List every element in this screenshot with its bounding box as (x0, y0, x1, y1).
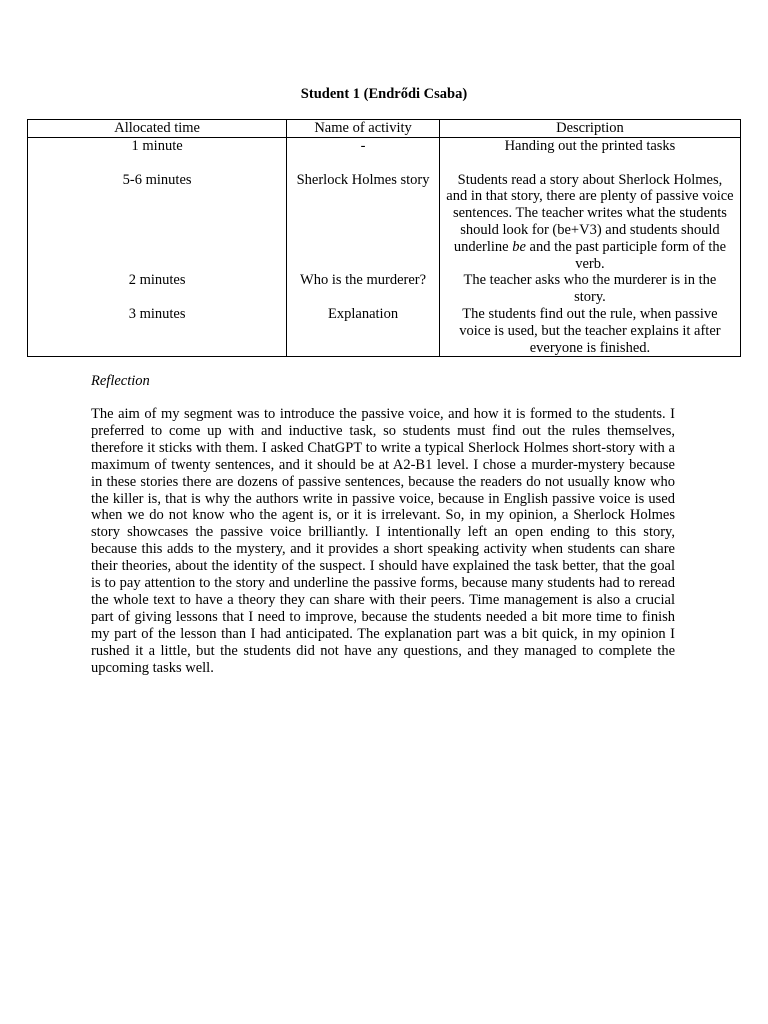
cell-time: 2 minutes (28, 272, 287, 306)
cell-description (439, 172, 740, 273)
cell-activity: Who is the murderer? (287, 272, 440, 306)
table-row (28, 172, 741, 273)
description-emphasis: be (512, 238, 526, 255)
cell-activity: Sherlock Holmes story (287, 172, 440, 273)
table-row (28, 272, 741, 306)
cell-time: 1 minute (28, 137, 287, 154)
table-row (28, 306, 741, 357)
table-row (28, 137, 741, 154)
reflection-heading: Reflection (91, 373, 150, 389)
header-description: Description (439, 120, 740, 138)
header-name-of-activity: Name of activity (287, 120, 440, 138)
cell-description: The students find out the rule, when passive voice is used, but the teacher explains it after everyone is finished. (439, 306, 740, 357)
lesson-plan-table (27, 119, 741, 357)
header-allocated-time: Allocated time (28, 120, 287, 138)
cell-activity: - (287, 137, 440, 154)
cell-description: The teacher asks who the murderer is in the story. (439, 272, 740, 306)
cell-description: Handing out the printed tasks (439, 137, 740, 154)
cell-time: 3 minutes (28, 306, 287, 357)
table-spacer-row (28, 155, 741, 172)
description-text: and the past participle form of the verb. (525, 238, 727, 272)
description-text: Students read a story about Sherlock Holmes, and in that story, there are plenty of passive voice sentences. The teacher writes what the students should look for (be+V3) and students should underline (446, 171, 734, 255)
cell-time: 5-6 minutes (28, 172, 287, 273)
reflection-paragraph: The aim of my segment was to introduce the passive voice, and how it is formed to the students. I preferred to come up with and inductive task, so students must find out the rules themselves, therefore it sticks with them. I asked ChatGPT to write a typical Sherlock Holmes short-story with a maximum of twenty sentences, and it should be at A2-B1 level. I chose a murder-mystery because in these stories there are dozens of passive sentences, because the readers do not usually know who the killer is, that is why the authors write in passive voice, because in English passive voice is used when we do not know who the agent is, or it is irrelevant. So, in my opinion, a Sherlock Holmes story showcases the passive voice brilliantly. I intentionally left an open ending to this story, because this adds to the mystery, and it provides a short speaking activity when students can share their theories, about the identity of the suspect. I should have explained the task better, that the goal is to pay attention to the story and underline the passive forms, because many students had to reread the whole text to have a theory they can share with their peers. Time management is also a crucial part of giving lessons that I need to improve, because the students needed a bit more time to finish my part of the lesson than I had anticipated. The explanation part was a bit quick, in my opinion I rushed it a little, but the students did not have any questions, and they managed to complete the upcoming tasks well. (91, 406, 675, 676)
table-header-row (28, 120, 741, 138)
cell-activity: Explanation (287, 306, 440, 357)
page-title: Student 1 (Endrődi Csaba) (300, 86, 468, 102)
